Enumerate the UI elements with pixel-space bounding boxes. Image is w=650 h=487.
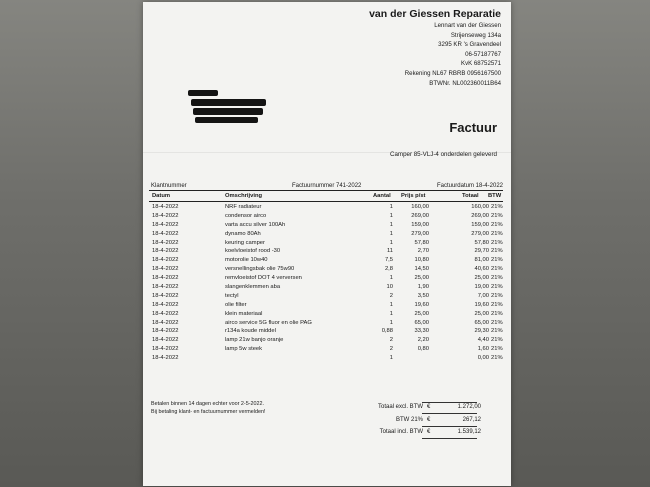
item-price: 65,00: [414, 319, 429, 326]
item-qty: 1: [389, 275, 393, 282]
header-rule: [149, 190, 503, 191]
item-vat: 21%: [491, 275, 503, 282]
item-total: 0,00: [477, 355, 489, 362]
item-price: 269,00: [411, 212, 429, 219]
item-qty: 7,5: [384, 257, 393, 264]
item-price: 159,00: [411, 221, 429, 228]
table-row: [143, 336, 511, 345]
vat-row: [343, 415, 503, 426]
item-qty: 2: [389, 292, 393, 299]
total-excl-label: Totaal excl. BTW: [377, 404, 423, 410]
table-row: [143, 283, 511, 292]
item-vat: 21%: [491, 212, 503, 219]
col-vat: BTW: [488, 193, 502, 199]
table-row: [143, 274, 511, 283]
item-total: 25,00: [474, 310, 489, 317]
item-date: 18-4-2022: [152, 284, 179, 291]
item-vat: 21%: [491, 319, 503, 326]
item-date: 18-4-2022: [152, 319, 179, 326]
item-total: 57,80: [474, 239, 489, 246]
table-row: [143, 265, 511, 274]
reference-note: Bij betaling klant- en factuurnummer vermelden!: [151, 409, 266, 415]
item-total: 25,00: [474, 275, 489, 282]
item-total: 160,00: [471, 204, 489, 210]
table-row: [143, 354, 511, 363]
item-vat: 21%: [491, 266, 503, 273]
redaction-bar: [191, 99, 266, 106]
item-vat: 21%: [491, 301, 503, 308]
item-qty: 1: [389, 230, 393, 237]
item-qty: 1: [389, 204, 393, 210]
item-date: 18-4-2022: [152, 266, 179, 273]
item-description: koelvloeistof rood -30: [225, 248, 281, 255]
item-total: 7,00: [477, 292, 489, 299]
item-date: 18-4-2022: [152, 328, 179, 335]
item-total: 269,00: [471, 212, 489, 219]
table-row: [143, 247, 511, 256]
table-row: [143, 203, 511, 212]
item-price: 25,00: [414, 310, 429, 317]
company-block: [369, 8, 501, 88]
item-qty: 1: [389, 301, 393, 308]
sum-rule: [422, 413, 477, 414]
currency-symbol: €: [427, 404, 431, 410]
item-date: 18-4-2022: [152, 337, 179, 344]
table-row: [143, 256, 511, 265]
item-description: tectyl: [225, 292, 239, 299]
table-row: [143, 319, 511, 328]
header-rule: [149, 201, 503, 202]
item-description: airco service 5G fluor en olie PAG: [225, 319, 312, 326]
item-description: condensor airco: [225, 212, 267, 219]
document-subject: Camper 85-VLJ-4 onderdelen geleverd: [390, 151, 497, 158]
item-price: 2,20: [417, 337, 429, 344]
table-row: [143, 292, 511, 301]
item-vat: 21%: [491, 204, 503, 210]
item-date: 18-4-2022: [152, 239, 179, 246]
company-line: Lennart van der Giessen: [434, 22, 501, 29]
item-price: 0,80: [417, 346, 429, 353]
item-vat: 21%: [491, 346, 503, 353]
line-items: [143, 203, 511, 363]
item-price: 3,50: [417, 292, 429, 299]
invoice-number: Factuurnummer 741-2022: [292, 183, 362, 189]
item-description: klein materiaal: [225, 310, 263, 317]
item-vat: 21%: [491, 328, 503, 335]
item-vat: 21%: [491, 257, 503, 264]
item-description: olie filter: [225, 301, 247, 308]
item-total: 1,60: [477, 346, 489, 353]
item-qty: 2,8: [384, 266, 393, 273]
item-price: 10,80: [414, 257, 429, 264]
item-date: 18-4-2022: [152, 301, 179, 308]
item-price: 2,70: [417, 248, 429, 255]
table-row: [143, 327, 511, 336]
item-total: 279,00: [471, 230, 489, 237]
item-date: 18-4-2022: [152, 292, 179, 299]
company-line: 3295 KR 's Gravendeel: [438, 41, 501, 49]
invoice-date: Factuurdatum 18-4-2022: [436, 183, 503, 189]
item-date: 18-4-2022: [152, 310, 179, 317]
item-vat: 21%: [491, 355, 503, 362]
item-description: motorolie 10w40: [225, 257, 268, 264]
total-incl-label: Totaal incl. BTW: [379, 429, 423, 435]
total-incl-value: 1.539,12: [457, 429, 481, 435]
item-qty: 0,88: [381, 328, 393, 335]
total-incl-row: [343, 427, 503, 438]
total-excl-value: 1.272,00: [457, 404, 481, 410]
company-line: 06-57187767: [465, 50, 501, 58]
item-total: 19,60: [474, 301, 489, 308]
table-row: [143, 301, 511, 310]
table-row: [143, 221, 511, 230]
item-vat: 21%: [491, 284, 503, 291]
item-vat: 21%: [491, 310, 503, 317]
item-total: 65,00: [474, 319, 489, 326]
item-price: 14,50: [414, 266, 429, 273]
item-date: 18-4-2022: [152, 257, 179, 264]
item-date: 18-4-2022: [152, 230, 179, 237]
item-price: 1,90: [417, 284, 429, 291]
col-price: Prijs p/st: [401, 193, 426, 199]
invoice-paper: [143, 2, 511, 486]
item-price: 57,80: [414, 239, 429, 246]
item-description: keuring camper: [225, 239, 265, 246]
item-price: 19,60: [414, 301, 429, 308]
item-qty: 1: [389, 319, 393, 326]
redaction-bar: [193, 108, 263, 115]
item-price: 25,00: [414, 275, 429, 282]
item-description: NRF radiateur: [225, 204, 262, 210]
item-total: 29,30: [474, 328, 489, 335]
table-row: [143, 345, 511, 354]
item-total: 40,60: [474, 266, 489, 273]
item-date: 18-4-2022: [152, 346, 179, 353]
item-date: 18-4-2022: [152, 221, 179, 228]
item-price: 33,30: [414, 328, 429, 335]
item-description: lamp 5w steek: [225, 346, 263, 353]
item-description: versnellingsbak olie 75w90: [225, 266, 295, 273]
item-description: remvloeistof DOT 4 verversen: [225, 275, 302, 282]
company-line: Strijenseweg 134a: [450, 31, 501, 39]
redaction-bar: [188, 90, 218, 96]
item-total: 19,00: [474, 284, 489, 291]
col-description: Omschrijving: [225, 193, 263, 199]
item-qty: 2: [389, 337, 393, 344]
item-qty: 1: [389, 212, 393, 219]
item-description: lamp 21w banjo oranje: [225, 337, 284, 344]
item-date: 18-4-2022: [152, 275, 179, 282]
table-row: [143, 239, 511, 248]
company-line: Rekening NL67 RBRB 0956167500: [404, 69, 501, 77]
customer-number-label: Klantnummer: [151, 183, 187, 189]
item-description: r134a koude middel: [225, 328, 276, 335]
redaction-bar: [195, 117, 258, 123]
item-price: 160,00: [411, 204, 429, 210]
table-row: [143, 310, 511, 319]
item-qty: 2: [389, 346, 393, 353]
item-total: 159,00: [471, 221, 489, 228]
item-total: 4,40: [477, 337, 489, 344]
table-row: [143, 230, 511, 239]
item-total: 81,00: [474, 257, 489, 264]
item-vat: 21%: [491, 221, 503, 228]
item-price: 279,00: [411, 230, 429, 237]
item-qty: 1: [389, 239, 393, 246]
table-row: [143, 212, 511, 221]
vat-value: 267,12: [462, 417, 481, 423]
company-line: BTWNr. NL002360011B64: [429, 79, 501, 87]
item-vat: 21%: [491, 239, 503, 246]
item-qty: 1: [389, 221, 393, 228]
item-qty: 11: [386, 248, 393, 255]
sum-rule: [422, 438, 477, 439]
item-vat: 21%: [491, 230, 503, 237]
item-date: 18-4-2022: [152, 248, 179, 255]
item-description: varta accu silver 100Ah: [225, 221, 286, 228]
item-qty: 10: [386, 284, 393, 291]
col-date: Datum: [152, 193, 171, 199]
item-qty: 1: [389, 355, 393, 362]
item-description: slangenklemmen aba: [225, 284, 281, 291]
company-line: KvK 68752571: [461, 60, 501, 68]
payment-note: Betalen binnen 14 dagen echter voor 2-5-2022.: [151, 401, 264, 407]
company-name: van der Giessen Reparatie: [369, 8, 501, 20]
item-vat: 21%: [491, 292, 503, 299]
item-date: 18-4-2022: [152, 212, 179, 219]
item-qty: 1: [389, 310, 393, 317]
item-vat: 21%: [491, 248, 503, 255]
col-total: Totaal: [462, 193, 479, 199]
col-qty: Aantal: [373, 193, 391, 199]
item-date: 18-4-2022: [152, 204, 179, 210]
item-date: 18-4-2022: [152, 355, 179, 362]
total-excl-row: [343, 402, 503, 413]
item-description: dynamo 80Ah: [225, 230, 261, 237]
currency-symbol: €: [427, 417, 431, 423]
item-total: 29,70: [474, 248, 489, 255]
vat-label: BTW 21%: [395, 417, 423, 423]
item-vat: 21%: [491, 337, 503, 344]
document-title: Factuur: [449, 120, 497, 135]
currency-symbol: €: [427, 429, 431, 435]
